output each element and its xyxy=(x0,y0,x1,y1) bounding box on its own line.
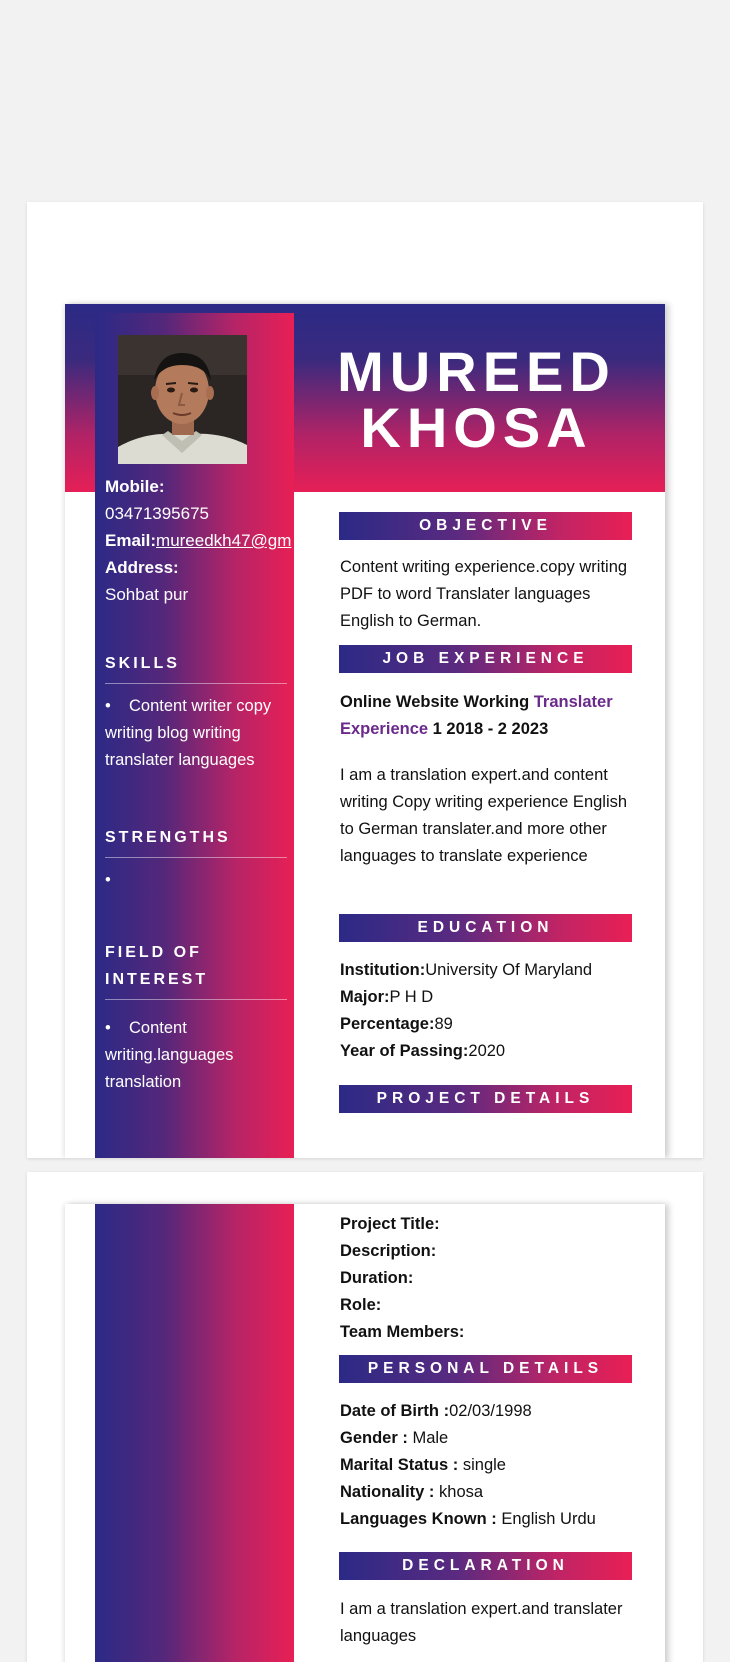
sidebar-continued xyxy=(95,1204,294,1662)
resume-page-1 xyxy=(27,202,703,1158)
profile-photo xyxy=(118,335,247,464)
declaration-heading: DECLARATION xyxy=(339,1552,632,1580)
job-period: 1 2018 - 2 2023 xyxy=(432,720,549,738)
mobile-label: Mobile: xyxy=(105,477,165,496)
project-title-label xyxy=(340,1211,635,1238)
resume-page-2 xyxy=(27,1172,703,1662)
nationality-label: Nationality : xyxy=(340,1483,435,1501)
job-description: I am a translation expert.and content writing Copy writing experience English to German translater.and more other languages to translate experience xyxy=(340,766,628,865)
resume-sheet-continued xyxy=(65,1204,665,1662)
year-label: Year of Passing: xyxy=(340,1042,469,1060)
email-row xyxy=(105,527,294,554)
dob-value: 02/03/1998 xyxy=(449,1402,532,1420)
gender-row xyxy=(340,1425,635,1452)
skills-heading: SKILLS xyxy=(105,650,287,684)
marital-label: Marital Status : xyxy=(340,1456,459,1474)
project-role-label xyxy=(340,1292,635,1319)
objective-text: Content writing experience.copy writing PDF to word Translater languages English to German. xyxy=(340,558,628,630)
job-title-line xyxy=(340,689,635,743)
project-details-heading: PROJECT DETAILS xyxy=(339,1085,632,1113)
dob-row xyxy=(340,1398,635,1425)
education-heading: EDUCATION xyxy=(339,914,632,942)
languages-label: Languages Known : xyxy=(340,1510,497,1528)
strengths-heading: STRENGTHS xyxy=(105,824,287,858)
list-item: • xyxy=(105,871,111,889)
gender-label: Gender : xyxy=(340,1429,408,1447)
list-item: • Content writer copy writing blog writing translater languages xyxy=(105,697,272,769)
project-description-label-text: Description: xyxy=(340,1242,437,1260)
education-percentage xyxy=(340,1011,635,1038)
education-year xyxy=(340,1038,635,1065)
email-label: Email: xyxy=(105,531,157,550)
marital-value: single xyxy=(462,1456,506,1474)
dob-label: Date of Birth : xyxy=(340,1402,450,1420)
first-name: MUREED xyxy=(337,340,616,403)
personal-details xyxy=(340,1398,635,1533)
name-title xyxy=(319,340,634,459)
declaration-text: I am a translation expert.and translater languages xyxy=(340,1600,623,1645)
address-value: Sohbat pur xyxy=(105,585,189,604)
percentage-label: Percentage: xyxy=(340,1015,435,1033)
project-details xyxy=(340,1211,635,1346)
institution-value: University Of Maryland xyxy=(425,961,593,979)
skills-list xyxy=(105,693,287,774)
project-title-label-text: Project Title: xyxy=(340,1215,440,1233)
objective-heading: OBJECTIVE xyxy=(339,512,632,540)
strengths-list xyxy=(105,867,287,894)
resume-sheet xyxy=(65,304,665,1158)
sidebar xyxy=(95,313,294,1158)
project-description-label xyxy=(340,1238,635,1265)
project-duration-label xyxy=(340,1265,635,1292)
nationality-row xyxy=(340,1479,635,1506)
institution-label: Institution: xyxy=(340,961,426,979)
interest-item-text: Content writing.languages translation xyxy=(105,1019,234,1091)
email-link[interactable]: mureedkh47@gm xyxy=(156,531,292,550)
address-label: Address: xyxy=(105,558,179,577)
project-role-label-text: Role: xyxy=(340,1296,382,1314)
skill-item-text: Content writer copy writing blog writing translater languages xyxy=(105,697,272,769)
education-major xyxy=(340,984,635,1011)
last-name: KHOSA xyxy=(360,396,593,459)
job-experience-heading: JOB EXPERIENCE xyxy=(339,645,632,673)
major-value: P H D xyxy=(389,988,434,1006)
marital-row xyxy=(340,1452,635,1479)
education-institution xyxy=(340,957,635,984)
percentage-value: 89 xyxy=(434,1015,453,1033)
project-team-label-text: Team Members: xyxy=(340,1323,465,1341)
list-item: • Content writing.languages translation xyxy=(105,1019,234,1091)
interest-list xyxy=(105,1015,287,1096)
job-company: Online Website Working xyxy=(340,693,530,711)
languages-value: English Urdu xyxy=(501,1510,596,1528)
major-label: Major: xyxy=(340,988,390,1006)
nationality-value: khosa xyxy=(439,1483,484,1501)
education-details xyxy=(340,957,635,1065)
year-value: 2020 xyxy=(468,1042,506,1060)
languages-row xyxy=(340,1506,635,1533)
project-team-label xyxy=(340,1319,635,1346)
contact-block xyxy=(105,473,294,608)
profile-photo-image xyxy=(118,335,247,464)
gender-value: Male xyxy=(412,1429,449,1447)
interest-heading: FIELD OF INTEREST xyxy=(105,939,287,1000)
job-role: Translater Experience xyxy=(340,693,613,738)
mobile-value: 03471395675 xyxy=(105,504,210,523)
personal-details-heading: PERSONAL DETAILS xyxy=(339,1355,632,1383)
project-duration-label-text: Duration: xyxy=(340,1269,414,1287)
